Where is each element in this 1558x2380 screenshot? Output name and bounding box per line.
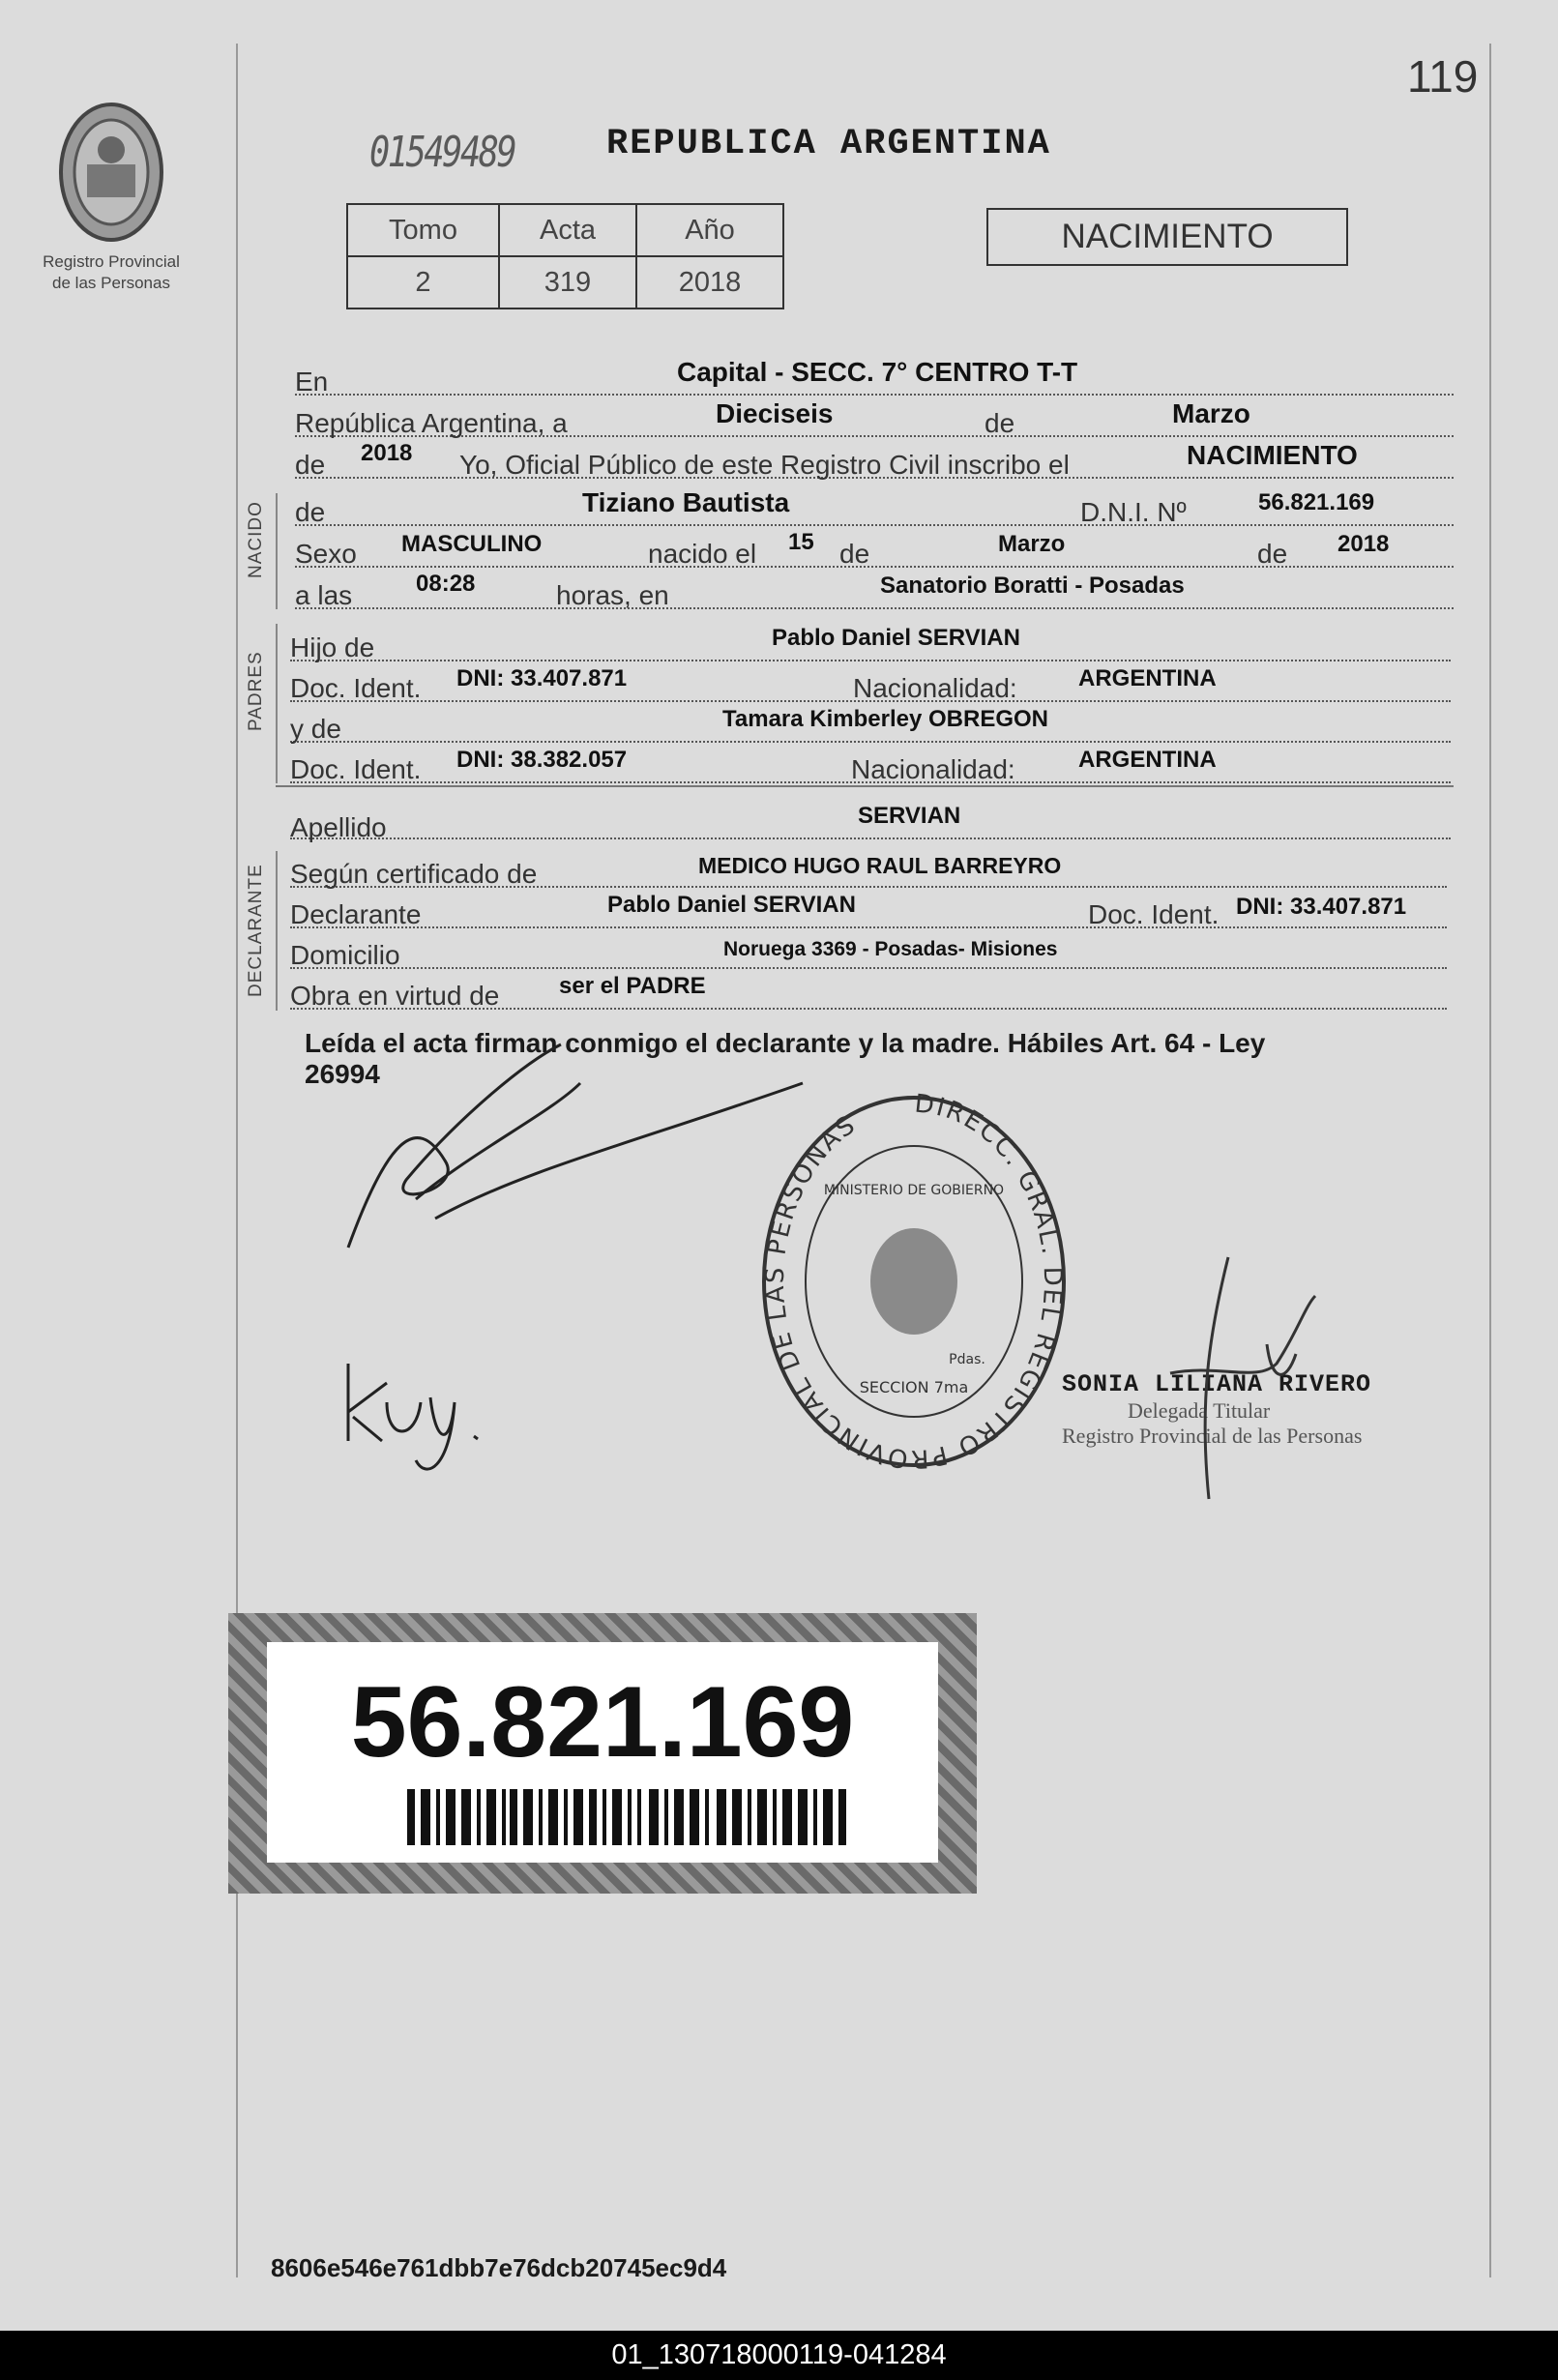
father-name: Pablo Daniel SERVIAN	[772, 625, 1020, 651]
logo-caption-2: de las Personas	[52, 274, 170, 292]
footer-id: 01_130718000119-041284	[0, 2331, 1558, 2380]
hijo-label: Hijo de	[290, 632, 375, 662]
intro-row-3	[295, 436, 1454, 479]
official-signature	[1151, 1238, 1325, 1509]
nacido-de3-label: de	[1257, 539, 1288, 569]
official-seal-stamp	[754, 1083, 1073, 1470]
id-sticker	[228, 1613, 977, 1894]
decl-row-1	[290, 845, 1447, 888]
registry-logo	[29, 97, 193, 294]
header-ano: Año	[636, 204, 783, 256]
obra-label: Obra en virtud de	[290, 981, 500, 1011]
sexo-value: MASCULINO	[401, 531, 543, 557]
decl-value: Pablo Daniel SERVIAN	[607, 892, 856, 918]
child-dni: 56.821.169	[1258, 489, 1375, 515]
serial-number: 01549489	[369, 128, 515, 177]
father-doc: DNI: 33.407.871	[456, 665, 628, 691]
republica-label: República Argentina, a	[295, 408, 568, 438]
nacido-el-label: nacido el	[648, 539, 757, 569]
mother-doc-label: Doc. Ident.	[290, 754, 422, 784]
declarant-signature	[329, 1025, 812, 1257]
closing-line-1: Leída el acta firman conmigo el declarante y la madre. Hábiles Art. 64 - Ley	[305, 1028, 1266, 1058]
decl-doc-label: Doc. Ident.	[1088, 899, 1220, 929]
nacido-row-3	[295, 567, 1454, 609]
left-margin-line	[236, 44, 238, 2277]
decl-label: Declarante	[290, 899, 422, 929]
cert-label: Según certificado de	[290, 859, 538, 889]
apellido-row	[290, 797, 1451, 842]
padres-row-2	[290, 660, 1451, 702]
header-acta: Acta	[499, 204, 636, 256]
de2-label: de	[295, 450, 326, 480]
decl-row-2	[290, 886, 1447, 928]
act-value: NACIMIENTO	[1187, 440, 1358, 470]
apellido-value: SERVIAN	[858, 803, 961, 829]
sexo-label: Sexo	[295, 539, 357, 569]
seal-icon	[53, 97, 169, 251]
decl-row-3	[290, 926, 1447, 969]
section-declarante: DECLARANTE	[246, 864, 266, 997]
place-value: Capital - SECC. 7° CENTRO T-T	[677, 357, 1078, 387]
birth-time: 08:28	[416, 571, 476, 597]
record-type-box: NACIMIENTO	[986, 208, 1348, 266]
value-acta: 319	[499, 256, 636, 309]
nacido-de2-label: de	[839, 539, 870, 569]
decl-doc: DNI: 33.407.871	[1236, 894, 1407, 920]
value-tomo: 2	[347, 256, 499, 309]
dom-value: Noruega 3369 - Posadas- Misiones	[723, 938, 1058, 960]
mother-signature	[329, 1344, 503, 1489]
cert-value: MEDICO HUGO RAUL BARREYRO	[698, 853, 1062, 878]
day-value: Dieciseis	[716, 398, 834, 428]
horas-label: horas, en	[556, 580, 669, 610]
padres-row-3	[290, 700, 1451, 743]
mother-nationality: ARGENTINA	[1078, 747, 1217, 773]
dom-label: Domicilio	[290, 940, 400, 970]
section-nacido: NACIDO	[246, 501, 266, 578]
nacido-row-1	[295, 484, 1454, 526]
nacido-bar	[276, 493, 278, 609]
stamp-ring-text: DIRECC. GRAL. DEL REGISTRO PROVINCIAL DE LAS PERSONAS	[760, 1089, 1068, 1470]
year-value: 2018	[361, 440, 413, 466]
yde-label: y de	[290, 714, 341, 744]
closing-line-2: 26994	[305, 1059, 380, 1089]
official-org: Registro Provincial de las Personas	[1062, 1424, 1363, 1448]
mother-nat-label: Nacionalidad:	[851, 754, 1015, 784]
stamp-small-text: Pdas.	[949, 1352, 985, 1367]
child-name: Tiziano Bautista	[582, 487, 790, 517]
father-nationality: ARGENTINA	[1078, 665, 1217, 691]
birth-day: 15	[788, 529, 814, 555]
document-hash: 8606e546e761dbb7e76dcb20745ec9d4	[271, 2253, 727, 2282]
apellido-label: Apellido	[290, 812, 387, 842]
section-padres: PADRES	[246, 651, 266, 731]
nacido-de-label: de	[295, 497, 326, 527]
padres-bar	[276, 624, 278, 783]
logo-caption-1: Registro Provincial	[43, 252, 180, 271]
de-label: de	[985, 408, 1015, 438]
birth-year: 2018	[1338, 531, 1390, 557]
register-table	[346, 203, 784, 309]
sticker-number: 56.821.169	[350, 1666, 855, 1778]
padres-row-4	[290, 741, 1451, 783]
document-title: REPUBLICA ARGENTINA	[606, 124, 1051, 164]
declarante-bar	[276, 851, 278, 1011]
stamp-bottom-text: SECCION 7ma	[859, 1378, 969, 1396]
official-name: SONIA LILIANA RIVERO	[1062, 1370, 1372, 1398]
nacido-row-2	[295, 525, 1454, 568]
padres-separator	[276, 785, 1454, 787]
value-ano: 2018	[636, 256, 783, 309]
dni-label: D.N.I. Nº	[1080, 497, 1187, 527]
mother-name: Tamara Kimberley OBREGON	[722, 706, 1048, 732]
mother-doc: DNI: 38.382.057	[456, 747, 628, 773]
right-margin-line	[1489, 44, 1491, 2277]
alas-label: a las	[295, 580, 353, 610]
obra-value: ser el PADRE	[559, 973, 706, 999]
page-number: 119	[1407, 51, 1479, 102]
father-nat-label: Nacionalidad:	[853, 673, 1017, 703]
birth-place: Sanatorio Boratti - Posadas	[880, 573, 1185, 599]
header-tomo: Tomo	[347, 204, 499, 256]
oficial-text: Yo, Oficial Público de este Registro Civil inscribo el	[459, 450, 1070, 480]
birth-month: Marzo	[998, 531, 1066, 557]
padres-row-1	[290, 619, 1451, 661]
month-value: Marzo	[1172, 398, 1250, 428]
official-role: Delegada Titular	[1128, 1398, 1271, 1423]
en-label: En	[295, 367, 329, 397]
father-doc-label: Doc. Ident.	[290, 673, 422, 703]
sticker-label	[267, 1642, 938, 1863]
intro-row-1	[295, 353, 1454, 396]
intro-row-2	[295, 395, 1454, 437]
barcode-icon	[407, 1789, 852, 1845]
stamp-inner-text: MINISTERIO DE GOBIERNO	[823, 1183, 1005, 1198]
decl-row-4	[290, 967, 1447, 1010]
